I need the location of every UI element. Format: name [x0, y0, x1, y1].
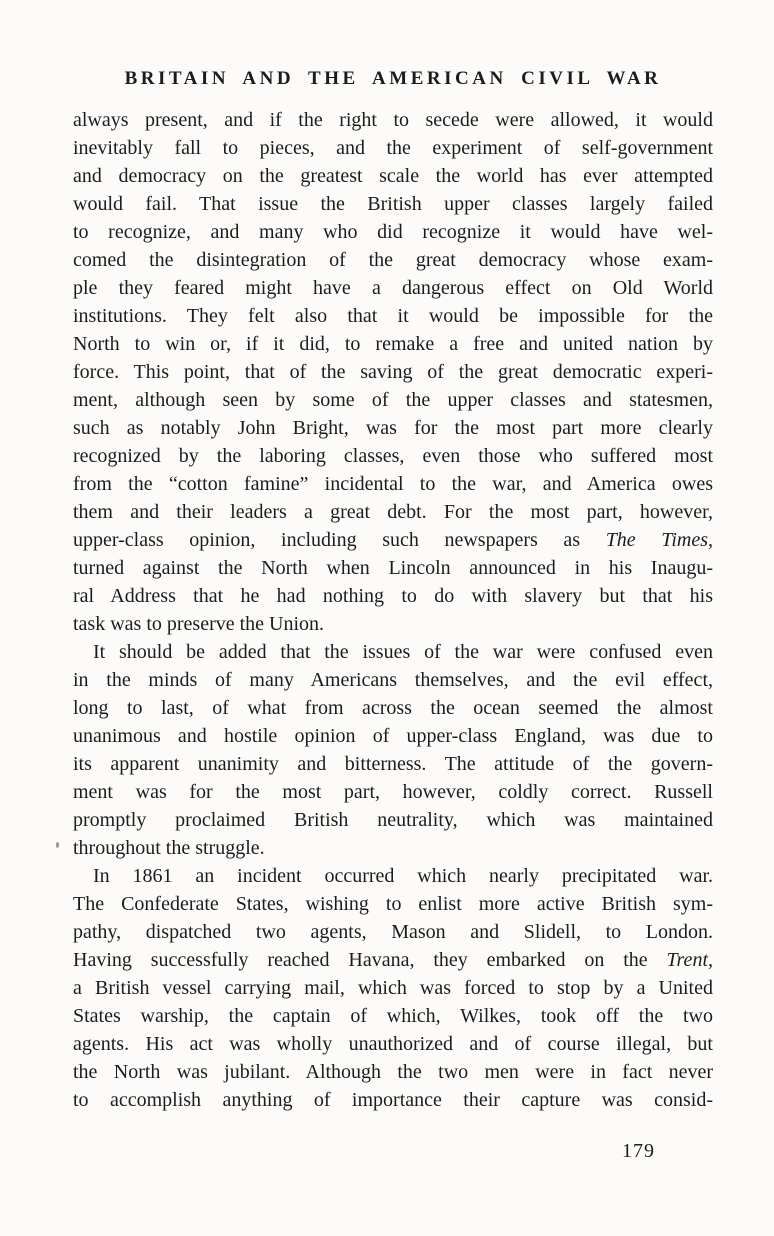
text-segment: In 1861 an incident occurred which nearly precipitated war.	[93, 865, 713, 887]
text-line	[73, 1002, 713, 1030]
text-line	[73, 918, 713, 946]
text-line	[73, 190, 713, 218]
text-segment: ral Address that he had nothing to do with slavery but that his	[73, 585, 713, 607]
text-line	[73, 750, 713, 778]
text-segment: to recognize, and many who did recognize it would have wel-	[73, 221, 713, 243]
text-line	[73, 806, 713, 834]
text-line	[73, 106, 713, 134]
text-segment: ple they feared might have a dangerous effect on Old World	[73, 277, 713, 299]
page-number: 179	[622, 1140, 655, 1162]
text-segment: would fail. That issue the British upper classes largely failed	[73, 193, 713, 215]
text-segment: agents. His act was wholly unauthorized and of course illegal, but	[73, 1033, 713, 1055]
text-segment: The Confederate States, wishing to enlist more active British sym-	[73, 893, 713, 915]
text-segment: throughout the struggle.	[73, 837, 265, 859]
text-line	[73, 722, 713, 750]
text-segment: institutions. They felt also that it would be impossible for the	[73, 305, 713, 327]
text-line	[73, 890, 713, 918]
text-segment: them and their leaders a great debt. For the most part, however,	[73, 501, 713, 523]
text-line	[73, 974, 713, 1002]
text-line	[73, 778, 713, 806]
text-line	[73, 302, 713, 330]
text-segment: the North was jubilant. Although the two men were in fact never	[73, 1061, 713, 1083]
text-line	[73, 386, 713, 414]
italic-text-segment: Trent,	[666, 949, 713, 971]
text-line	[73, 666, 713, 694]
text-segment: promptly proclaimed British neutrality, which was maintained	[73, 809, 713, 831]
text-segment: North to win or, if it did, to remake a free and united nation by	[73, 333, 713, 355]
text-segment: in the minds of many Americans themselves, and the evil effect,	[73, 669, 713, 691]
body-text-block	[73, 106, 713, 1114]
text-segment: from the “cotton famine” incidental to the war, and America owes	[73, 473, 713, 495]
text-line	[73, 330, 713, 358]
text-line	[73, 470, 713, 498]
text-line	[73, 274, 713, 302]
text-segment: It should be added that the issues of the war were confused even	[93, 641, 713, 663]
text-segment: a British vessel carrying mail, which was forced to stop by a United	[73, 977, 713, 999]
text-line	[73, 1030, 713, 1058]
text-line	[73, 834, 713, 862]
text-line	[73, 442, 713, 470]
running-head: BRITAIN AND THE AMERICAN CIVIL WAR	[124, 68, 662, 89]
text-line	[73, 134, 713, 162]
text-line	[73, 862, 713, 890]
text-line	[73, 162, 713, 190]
text-line	[73, 414, 713, 442]
text-segment: its apparent unanimity and bitterness. The attitude of the govern-	[73, 753, 713, 775]
text-segment: ment was for the most part, however, coldly correct. Russell	[73, 781, 713, 803]
text-segment: long to last, of what from across the ocean seemed the almost	[73, 697, 713, 719]
text-segment: unanimous and hostile opinion of upper-class England, was due to	[73, 725, 713, 747]
text-segment: turned against the North when Lincoln announced in his Inaugu-	[73, 557, 713, 579]
text-segment: such as notably John Bright, was for the most part more clearly	[73, 417, 713, 439]
text-segment: force. This point, that of the saving of the great democratic experi-	[73, 361, 713, 383]
text-line	[73, 946, 713, 974]
text-segment: upper-class opinion, including such newspapers as	[73, 529, 606, 551]
text-line	[73, 554, 713, 582]
text-line	[73, 246, 713, 274]
text-segment: and democracy on the greatest scale the world has ever attempted	[73, 165, 713, 187]
text-segment: pathy, dispatched two agents, Mason and Slidell, to London.	[73, 921, 713, 943]
text-segment: to accomplish anything of importance their capture was consid-	[73, 1089, 713, 1111]
text-segment: task was to preserve the Union.	[73, 613, 325, 635]
italic-text-segment: The Times,	[605, 529, 713, 551]
text-line	[73, 218, 713, 246]
text-line	[73, 694, 713, 722]
text-segment: comed the disintegration of the great democracy whose exam-	[73, 249, 713, 271]
text-segment: recognized by the laboring classes, even those who suffered most	[73, 445, 713, 467]
text-line	[73, 582, 713, 610]
text-line	[73, 610, 713, 638]
text-line	[73, 638, 713, 666]
text-line	[73, 498, 713, 526]
text-line	[73, 1086, 713, 1114]
text-line	[73, 1058, 713, 1086]
text-line	[73, 358, 713, 386]
text-segment: States warship, the captain of which, Wilkes, took off the two	[73, 1005, 713, 1027]
text-line	[73, 526, 713, 554]
text-segment: Having successfully reached Havana, they embarked on the	[73, 949, 667, 971]
text-segment: always present, and if the right to secede were allowed, it would	[73, 109, 713, 131]
text-segment: ment, although seen by some of the upper classes and statesmen,	[73, 389, 713, 411]
scan-speck	[56, 842, 59, 848]
text-segment: inevitably fall to pieces, and the experiment of self-government	[73, 137, 713, 159]
